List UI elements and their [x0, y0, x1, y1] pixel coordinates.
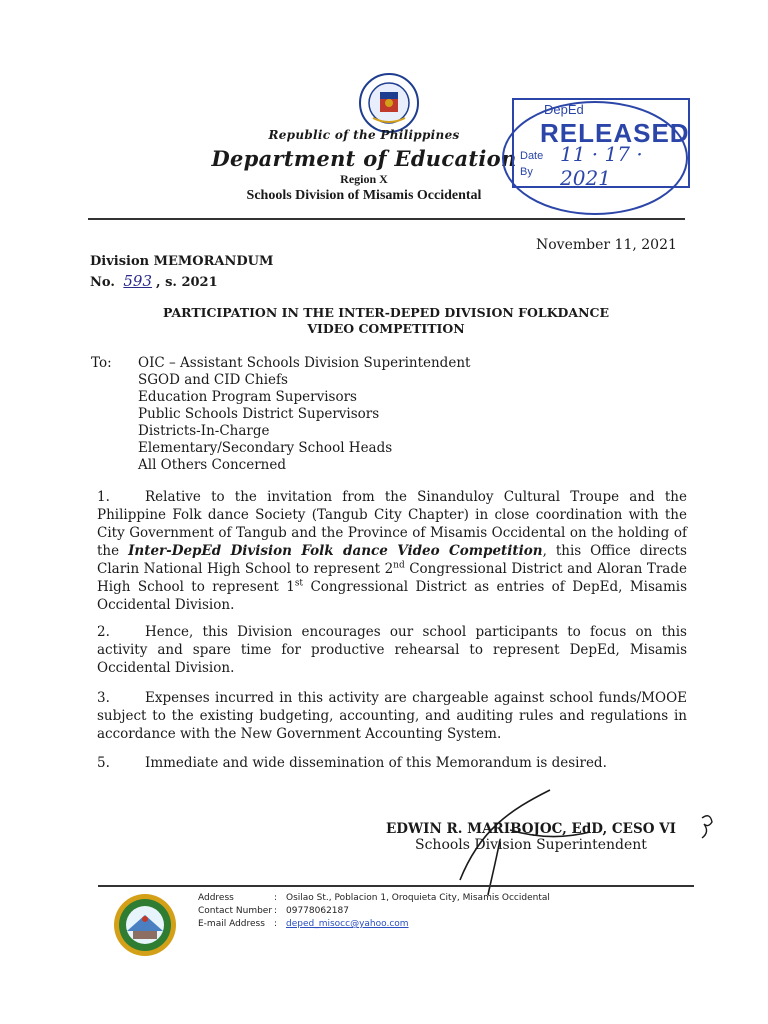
division-logo-icon — [113, 893, 177, 957]
memo-number — [90, 272, 218, 290]
paragraph-text: Congressional District and Aloran Trade High School to represent 1 — [97, 561, 687, 595]
paragraph-text: Immediate and wide dissemination of this Memorandum is desired. — [145, 755, 607, 771]
recipient-list — [138, 355, 470, 474]
recipient-item: SGOD and CID Chiefs — [138, 372, 288, 388]
recipient-item: All Others Concerned — [138, 457, 287, 473]
email-link[interactable]: deped_misocc@yahoo.com — [286, 919, 409, 929]
address-label: Address — [198, 893, 234, 903]
email-label: E-mail Address — [198, 919, 265, 929]
stamp-status: RELEASED — [540, 118, 690, 148]
paragraph-text: Relative to the invitation from the Sinanduloy Cultural Troupe and the Philippine Folk dance Society (Tangub City Chapter) in close coordination with the City Government of Tangub and the Province of Misamis Occidental on the holding of the — [97, 489, 687, 559]
memo-label: Division MEMORANDUM — [90, 254, 274, 269]
stamp-circle-mark-icon — [495, 92, 695, 224]
address-value: Osilao St., Poblacion 1, Oroquieta City, Misamis Occidental — [286, 893, 550, 903]
paragraph-3 — [97, 689, 687, 743]
paragraph-number: 3. — [97, 690, 110, 706]
stamp-by-label: By — [520, 166, 533, 178]
separator: : — [274, 893, 278, 903]
separator: : — [274, 906, 278, 916]
signatory-title: Schools Division Superintendent — [415, 837, 647, 853]
deped-seal-icon — [358, 72, 420, 134]
stamp-office: DepEd — [544, 102, 584, 117]
ordinal-suffix: nd — [393, 560, 405, 571]
recipient-item: OIC – Assistant Schools Division Superintendent — [138, 355, 471, 371]
signatory-name: EDWIN R. MARIBOJOC, EdD, CESO VI — [386, 821, 676, 837]
paragraph-text: Expenses incurred in this activity are chargeable against school funds/MOOE subject to the existing budgeting, accounting, and auditing rules and regulations in accordance with the New Government Accounting System. — [97, 690, 687, 742]
to-label: To: — [91, 355, 112, 371]
paragraph-2 — [97, 623, 687, 677]
republic-heading: Republic of the Philippines — [268, 128, 460, 142]
paragraph-1 — [97, 488, 687, 614]
recipient-item: Public Schools District Supervisors — [138, 406, 380, 422]
paragraph-number: 2. — [97, 624, 110, 640]
division-heading: Schools Division of Misamis Occidental — [246, 188, 482, 203]
paragraph-number: 1. — [97, 489, 110, 505]
paragraph-number: 5. — [97, 755, 110, 771]
recipient-item: Education Program Supervisors — [138, 389, 357, 405]
memo-subject — [90, 305, 682, 337]
ordinal-suffix: st — [294, 578, 304, 589]
header-divider — [88, 218, 685, 220]
stamp-date-value: 11 · 17 · 2021 — [560, 142, 643, 190]
subject-line-2: VIDEO COMPETITION — [307, 321, 465, 336]
recipient-item: Elementary/Secondary School Heads — [138, 440, 393, 456]
paragraph-text: Congressional District as entries of DepEd, Misamis Occidental Division. — [97, 579, 688, 613]
contact-value: 09778062187 — [286, 906, 349, 916]
department-heading: Department of Education — [211, 146, 517, 171]
competition-name: Inter-DepEd Division Folk dance Video Competition — [128, 543, 543, 559]
subject-line-1: PARTICIPATION IN THE INTER-DEPED DIVISION FOLKDANCE — [162, 305, 610, 320]
memo-number-value: 593 — [123, 272, 153, 290]
memo-date: November 11, 2021 — [536, 237, 677, 253]
memo-number-suffix: , s. 2021 — [156, 275, 218, 290]
stamp-date-label: Date — [520, 150, 544, 162]
region-heading: Region X — [340, 172, 388, 186]
separator: : — [274, 919, 278, 929]
paragraph-text: Hence, this Division encourages our school participants to focus on this activity and spare time for productive rehearsal to represent DepEd, Misamis Occidental Division. — [97, 624, 687, 676]
contact-label: Contact Number — [198, 906, 273, 916]
recipient-item: Districts-In-Charge — [138, 423, 270, 439]
paragraph-text: , this Office directs Clarin National High School to represent 2 — [97, 543, 687, 577]
footer-divider — [98, 885, 694, 887]
memo-number-prefix: No. — [90, 275, 115, 290]
